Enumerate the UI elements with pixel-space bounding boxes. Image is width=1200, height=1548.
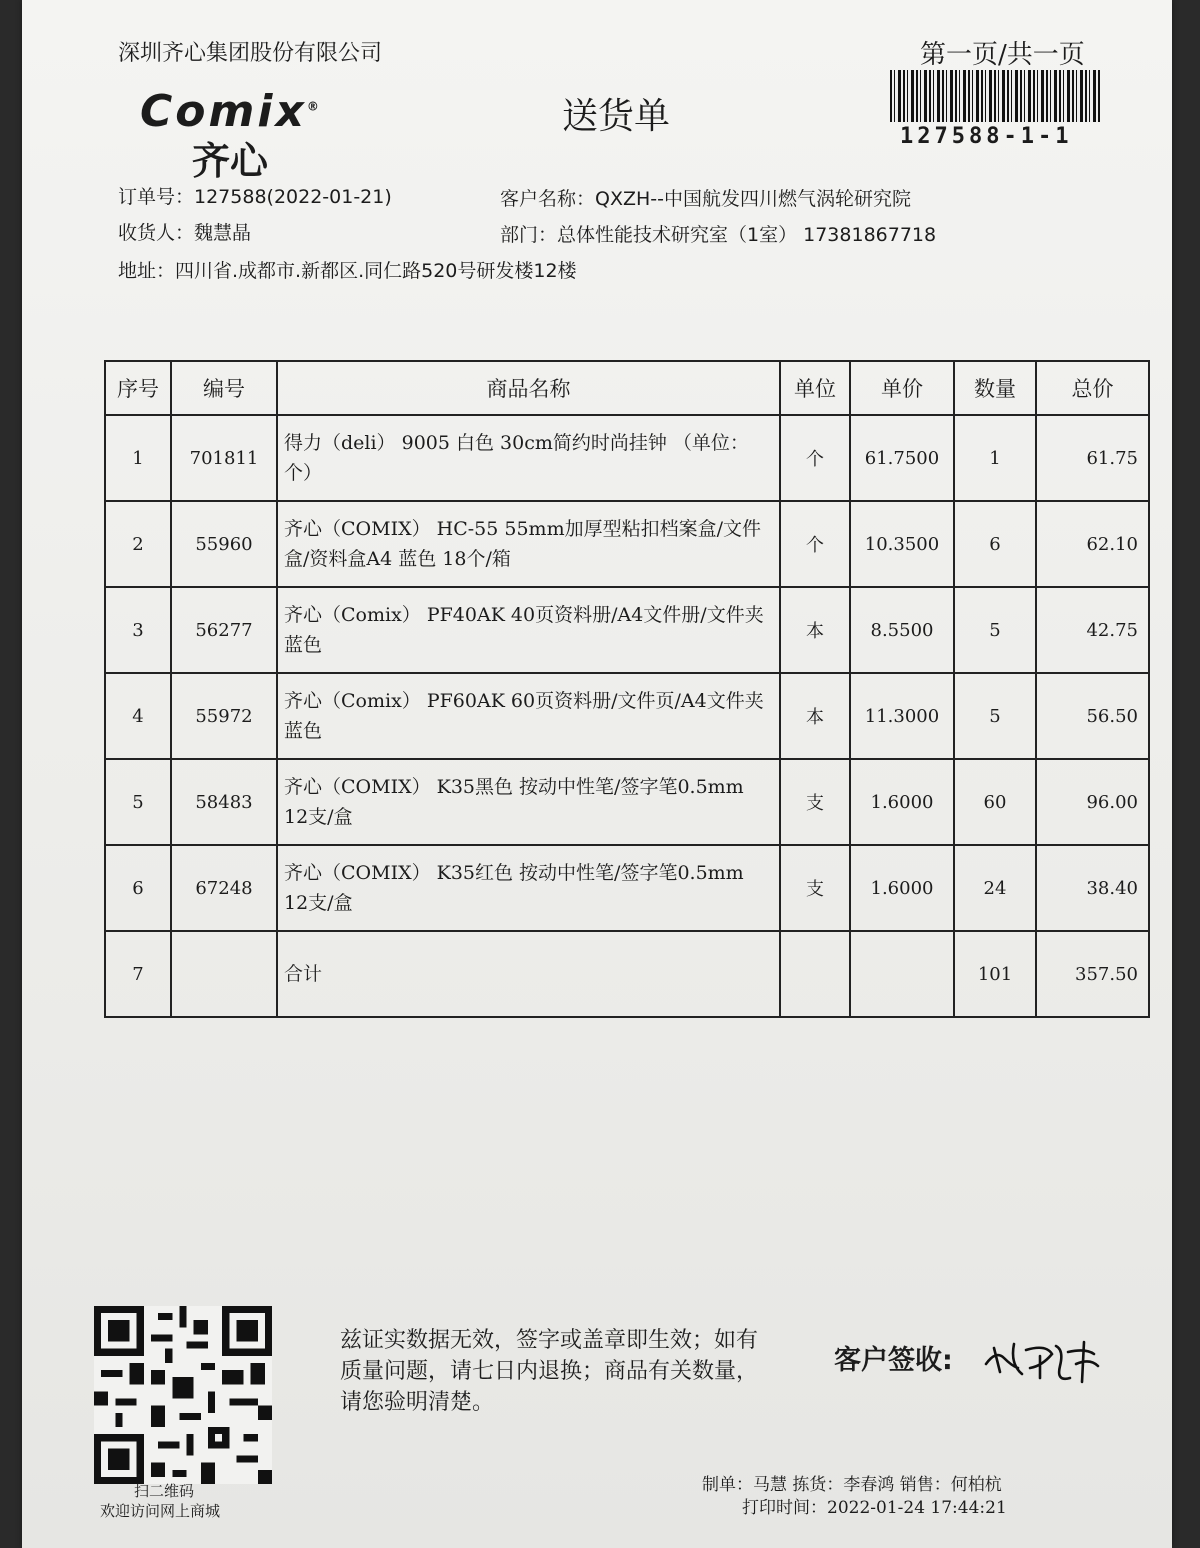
cell-unit: 支 [780,845,850,931]
cell-seq: 1 [105,415,171,501]
logo-cn: 齐心 [192,139,269,183]
notice-text: 兹证实数据无效，签字或盖章即生效；如有质量问题，请七日内退换；商品有关数量，请您验明清楚。 [340,1328,759,1415]
company-name: 深圳齐心集团股份有限公司 [118,41,383,66]
cell-price: 1.6000 [850,845,954,931]
cell-name: 齐心（Comix） PF40AK 40页资料册/A4文件册/文件夹 蓝色 [277,587,780,673]
table-row [105,587,1149,673]
cell-total: 61.75 [1036,415,1149,501]
cell-total: 42.75 [1036,587,1149,673]
column-header: 单位 [780,361,850,415]
staff-info: 制单：马慧 拣货：李春鸿 销售：何柏杭 [702,1475,1002,1495]
cell-qty: 5 [954,587,1036,673]
order-number: 订单号：127588(2022-01-21) [118,186,392,208]
cell-price [850,931,954,1017]
cell-name: 齐心（COMIX） K35黑色 按动中性笔/签字笔0.5mm 12支/盒 [277,759,780,845]
cell-qty: 24 [954,845,1036,931]
table-header-row [105,361,1149,415]
cell-code: 55972 [171,673,277,759]
cell-unit: 本 [780,673,850,759]
barcode-icon [890,70,1100,122]
cell-code: 67248 [171,845,277,931]
print-time: 打印时间：2022-01-24 17:44:21 [742,1498,1007,1518]
cell-seq: 5 [105,759,171,845]
qr-label: 扫二维码 [134,1482,195,1500]
barcode-number: 127588-1-1 [900,124,1073,149]
page-info: 第一页/共一页 [920,40,1085,70]
address: 地址：四川省.成都市.新都区.同仁路520号研发楼12楼 [118,260,577,282]
document-title: 送货单 [562,96,671,137]
cell-seq: 6 [105,845,171,931]
cell-price: 1.6000 [850,759,954,845]
qr-subtitle: 欢迎访问网上商城 [100,1502,221,1520]
cell-qty: 6 [954,501,1036,587]
cell-price: 11.3000 [850,673,954,759]
cell-total: 357.50 [1036,931,1149,1017]
column-header: 单价 [850,361,954,415]
cell-seq: 7 [105,931,171,1017]
cell-code: 58483 [171,759,277,845]
cell-name: 合计 [277,931,780,1017]
cell-seq: 4 [105,673,171,759]
cell-code [171,931,277,1017]
signature-icon [980,1336,1110,1386]
column-header: 数量 [954,361,1036,415]
table-row [105,415,1149,501]
cell-qty: 60 [954,759,1036,845]
cell-code: 56277 [171,587,277,673]
cell-seq: 2 [105,501,171,587]
sign-label: 客户签收: [834,1345,953,1376]
table-row [105,845,1149,931]
cell-code: 55960 [171,501,277,587]
cell-unit [780,931,850,1017]
cell-total: 62.10 [1036,501,1149,587]
items-table [104,360,1150,1018]
cell-total: 56.50 [1036,673,1149,759]
table-row [105,501,1149,587]
column-header: 总价 [1036,361,1149,415]
cell-unit: 个 [780,501,850,587]
receiver: 收货人：魏慧晶 [118,222,252,244]
cell-total: 96.00 [1036,759,1149,845]
cell-name: 齐心（COMIX） K35红色 按动中性笔/签字笔0.5mm 12支/盒 [277,845,780,931]
table-total-row [105,931,1149,1017]
department: 部门：总体性能技术研究室（1室） 17381867718 [500,224,937,246]
cell-qty: 1 [954,415,1036,501]
cell-unit: 本 [780,587,850,673]
column-header: 编号 [171,361,277,415]
cell-name: 得力（deli） 9005 白色 30cm简约时尚挂钟 （单位：个） [277,415,780,501]
table-row [105,673,1149,759]
cell-price: 61.7500 [850,415,954,501]
logo-en: Comix [140,86,307,137]
cell-name: 齐心（Comix） PF60AK 60页资料册/文件页/A4文件夹 蓝色 [277,673,780,759]
cell-qty: 5 [954,673,1036,759]
cell-price: 8.5500 [850,587,954,673]
qr-code-icon [94,1306,272,1484]
column-header: 商品名称 [277,361,780,415]
customer-name: 客户名称：QXZH--中国航发四川燃气涡轮研究院 [500,188,911,210]
cell-unit: 个 [780,415,850,501]
column-header: 序号 [105,361,171,415]
cell-qty: 101 [954,931,1036,1017]
delivery-note [22,0,1172,1548]
cell-price: 10.3500 [850,501,954,587]
cell-name: 齐心（COMIX） HC-55 55mm加厚型粘扣档案盒/文件盒/资料盒A4 蓝色 18个/箱 [277,501,780,587]
logo-text: Comix® [140,86,322,137]
cell-code: 701811 [171,415,277,501]
table-row [105,759,1149,845]
cell-unit: 支 [780,759,850,845]
cell-seq: 3 [105,587,171,673]
cell-total: 38.40 [1036,845,1149,931]
